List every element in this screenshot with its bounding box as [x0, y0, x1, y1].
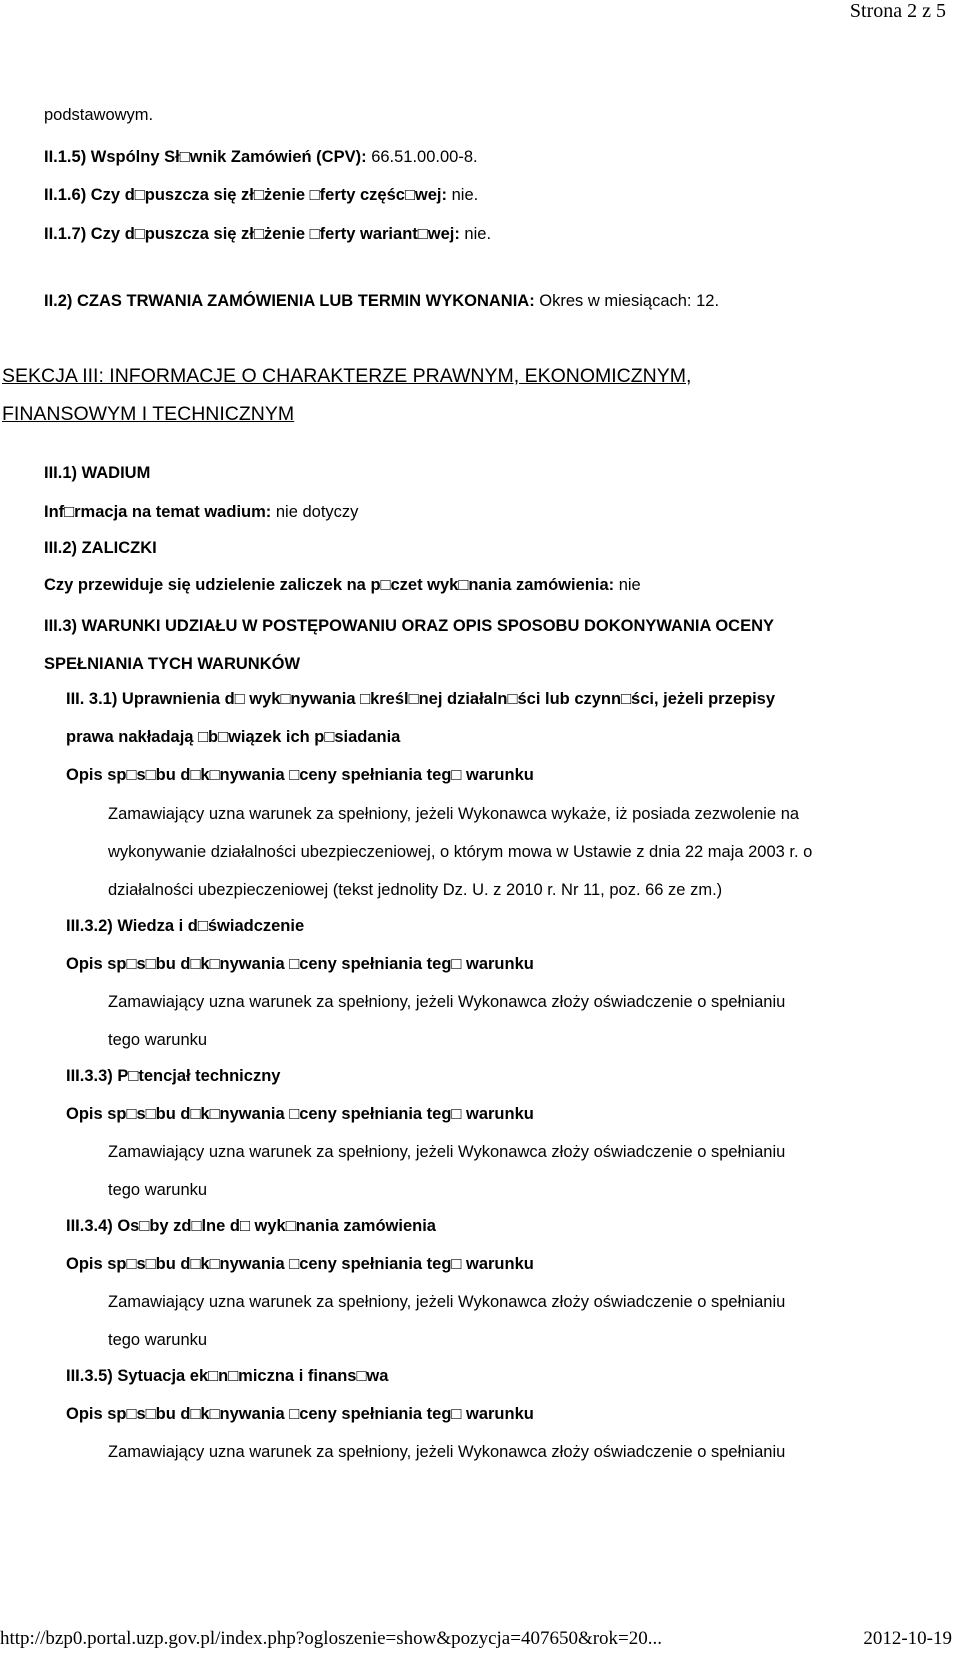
wadium-heading: III.1) WADIUM [44, 464, 151, 482]
line-value: 66.51.00.00-8. [371, 148, 478, 166]
advances-line [44, 576, 641, 595]
partial-offers-line [44, 186, 478, 205]
condition-text: tego warunku [108, 1331, 208, 1349]
section-heading-cont: FINANSOWYM I TECHNICZNYM [2, 403, 295, 425]
condition-text: Zamawiający uzna warunek za spełniony, jeżeli Wykonawca złoży oświadczenie o spełnianiu [108, 993, 786, 1011]
conditions-heading-cont: SPEŁNIANIA TYCH WARUNKÓW [44, 655, 301, 673]
line-value: nie [618, 576, 641, 594]
advances-heading: III.2) ZALICZKI [44, 539, 157, 557]
wadium-info-line [44, 503, 358, 522]
line-label: Inf□rmacja na temat wadium: [44, 503, 272, 521]
line-label: II.1.7) Czy d□puszcza się zł□żenie □ferty wariant□wej: [44, 225, 460, 243]
conditions-heading: III.3) WARUNKI UDZIAŁU W POSTĘPOWANIU ORAZ OPIS SPOSOBU DOKONYWANIA OCENY [44, 617, 775, 635]
variant-offers-line [44, 225, 491, 244]
condition-text: Zamawiający uzna warunek za spełniony, jeżeli Wykonawca złoży oświadczenie o spełnianiu [108, 1293, 786, 1311]
page-footer [0, 1628, 960, 1654]
footer-date: 2012-10-19 [863, 1628, 952, 1649]
line-value: nie dotyczy [275, 503, 359, 521]
subsection-heading: III.3.5) Sytuacja ek□n□miczna i finans□wa [66, 1367, 389, 1385]
line-value: podstawowym. [44, 106, 154, 124]
condition-text: tego warunku [108, 1181, 208, 1199]
condition-text: Zamawiający uzna warunek za spełniony, jeżeli Wykonawca złoży oświadczenie o spełnianiu [108, 1143, 786, 1161]
evaluation-heading: Opis sp□s□bu d□k□nywania □ceny spełniania teg□ warunku [66, 1405, 534, 1423]
condition-text: działalności ubezpieczeniowej (tekst jednolity Dz. U. z 2010 r. Nr 11, poz. 66 ze zm.) [108, 881, 723, 899]
condition-text: tego warunku [108, 1031, 208, 1049]
line-value: nie. [464, 225, 492, 243]
subsection-heading: III. 3.1) Uprawnienia d□ wyk□nywania □kreśl□nej działaln□ści lub czynn□ści, jeżeli przepisy [66, 690, 776, 708]
line-label: II.2) CZAS TRWANIA ZAMÓWIENIA LUB TERMIN WYKONANIA: [44, 292, 535, 310]
evaluation-heading: Opis sp□s□bu d□k□nywania □ceny spełniania teg□ warunku [66, 1255, 534, 1273]
subsection-heading: III.3.3) P□tencjał techniczny [66, 1067, 281, 1085]
line-value: nie. [451, 186, 479, 204]
condition-text: Zamawiający uzna warunek za spełniony, jeżeli Wykonawca złoży oświadczenie o spełnianiu [108, 1443, 786, 1461]
line-value: Okres w miesiącach: 12. [539, 292, 720, 310]
duration-line [44, 292, 719, 311]
condition-text: Zamawiający uzna warunek za spełniony, jeżeli Wykonawca wykaże, iż posiada zezwolenie na [108, 805, 800, 823]
evaluation-heading: Opis sp□s□bu d□k□nywania □ceny spełniania teg□ warunku [66, 955, 534, 973]
text-line [44, 106, 153, 125]
subsection-heading-cont: prawa nakładają □b□wiązek ich p□siadania [66, 728, 401, 746]
evaluation-heading: Opis sp□s□bu d□k□nywania □ceny spełniania teg□ warunku [66, 1105, 534, 1123]
page-number: Strona 2 z 5 [849, 0, 946, 22]
line-label: II.1.5) Wspólny Sł□wnik Zamówień (CPV): [44, 148, 367, 166]
line-label: II.1.6) Czy d□puszcza się zł□żenie □ferty częśc□wej: [44, 186, 448, 204]
evaluation-heading: Opis sp□s□bu d□k□nywania □ceny spełniania teg□ warunku [66, 766, 534, 784]
subsection-heading: III.3.4) Os□by zd□lne d□ wyk□nania zamówienia [66, 1217, 436, 1235]
line-label: Czy przewiduje się udzielenie zaliczek na p□czet wyk□nania zamówienia: [44, 576, 615, 594]
condition-text: wykonywanie działalności ubezpieczeniowej, o którym mowa w Ustawie z dnia 22 maja 2003 r. o [108, 843, 813, 861]
subsection-heading: III.3.2) Wiedza i d□świadczenie [66, 917, 305, 935]
section-heading: SEKCJA III: INFORMACJE O CHARAKTERZE PRAWNYM, EKONOMICZNYM, [2, 365, 692, 387]
footer-url: http://bzp0.portal.uzp.gov.pl/index.php?ogloszenie=show&pozycja=407650&rok=20... [0, 1628, 663, 1649]
cpv-line [44, 148, 478, 167]
